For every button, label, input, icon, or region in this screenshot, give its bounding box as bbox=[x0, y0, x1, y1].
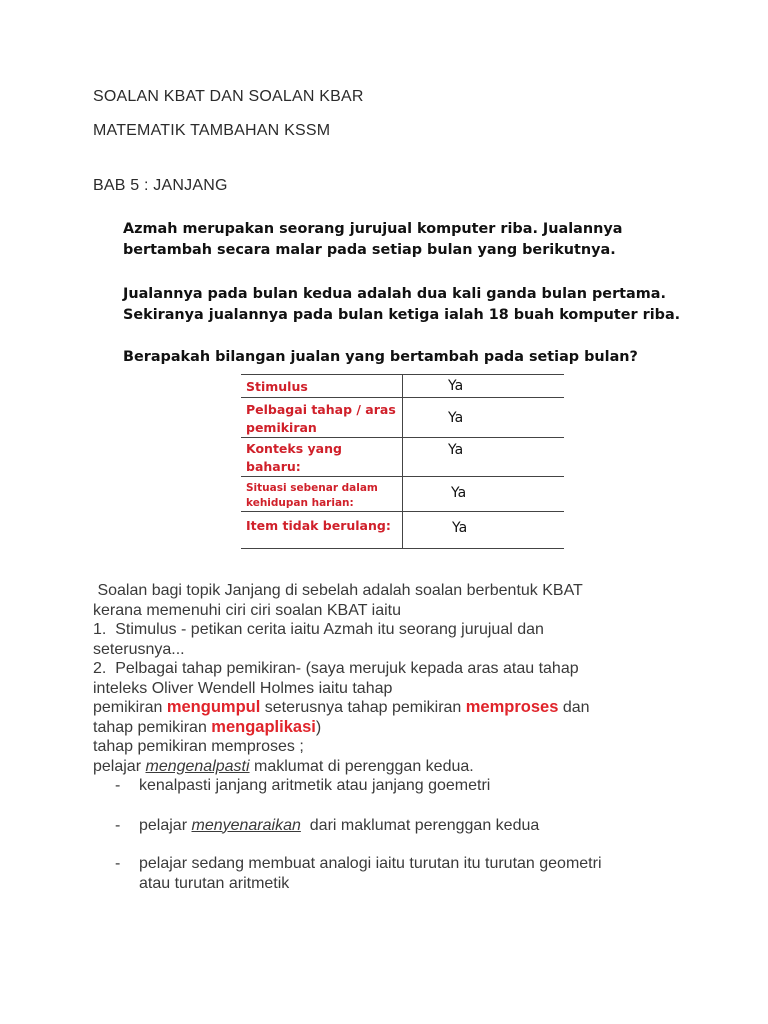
table-row bbox=[241, 438, 564, 477]
criteria-label: Item tidak berulang: bbox=[241, 512, 403, 549]
text-line: 1. Stimulus - petikan cerita iaitu Azmah itu seorang jurujual dan bbox=[93, 621, 544, 638]
table-row bbox=[241, 477, 564, 512]
bullet-dash: - bbox=[115, 855, 121, 872]
question-line: Sekiranya jualannya pada bulan ketiga ialah 18 buah komputer riba. bbox=[123, 307, 681, 323]
highlight-mengumpul: mengumpul bbox=[166, 698, 261, 716]
criteria-value: Ya bbox=[448, 442, 464, 458]
text-line: pelajar mengenalpasti maklumat di perenggan kedua. bbox=[93, 757, 474, 775]
list-item: - pelajar menyenaraikan dari maklumat perenggan kedua bbox=[93, 816, 693, 836]
bullet-dash: - bbox=[115, 816, 121, 834]
explanation-text bbox=[93, 581, 693, 893]
emphasis-mengenalpasti: mengenalpasti bbox=[145, 757, 250, 775]
highlight-memproses: memproses bbox=[465, 698, 559, 716]
text-line: tahap pemikiran memproses ; bbox=[93, 738, 304, 755]
highlight-mengaplikasi: mengaplikasi bbox=[211, 717, 316, 736]
text-line: 2. Pelbagai tahap pemikiran- (saya merujuk kepada aras atau tahap bbox=[93, 660, 579, 677]
text-line: kerana memenuhi ciri ciri soalan KBAT iaitu bbox=[93, 601, 401, 619]
criteria-value: Ya bbox=[451, 485, 467, 501]
criteria-value: Ya bbox=[448, 378, 464, 394]
list-item: - kenalpasti janjang aritmetik atau janjang goemetri bbox=[93, 776, 693, 796]
criteria-value: Ya bbox=[448, 410, 464, 426]
criteria-label: Situasi sebenar dalam kehidupan harian: bbox=[241, 477, 403, 512]
criteria-label: Stimulus bbox=[241, 375, 403, 398]
question-para-3: Berapakah bilangan jualan yang bertambah pada setiap bulan? bbox=[123, 349, 638, 365]
text-line: pemikiran mengumpul seterusnya tahap pemikiran memproses dan bbox=[93, 698, 590, 716]
chapter-title: BAB 5 : JANJANG bbox=[93, 177, 228, 194]
question-line: bertambah secara malar pada setiap bulan yang berikutnya. bbox=[123, 242, 616, 258]
criteria-label: Konteks yang baharu: bbox=[241, 438, 403, 477]
table-row bbox=[241, 398, 564, 438]
question-line: Azmah merupakan seorang jurujual komputer riba. Jualannya bbox=[123, 221, 623, 237]
doc-subject: MATEMATIK TAMBAHAN KSSM bbox=[93, 122, 331, 139]
text-line: Soalan bagi topik Janjang di sebelah adalah soalan berbentuk KBAT bbox=[93, 582, 583, 599]
question-line: Jualannya pada bulan kedua adalah dua kali ganda bulan pertama. bbox=[123, 286, 666, 302]
criteria-value: Ya bbox=[452, 520, 468, 536]
list-item: - pelajar sedang membuat analogi iaitu turutan itu turutan geometri atau turutan aritmetik bbox=[93, 854, 693, 893]
table-row bbox=[241, 512, 564, 549]
doc-title: SOALAN KBAT DAN SOALAN KBAR bbox=[93, 88, 364, 105]
text-line: inteleks Oliver Wendell Holmes iaitu tahap bbox=[93, 679, 393, 697]
text-line: seterusnya... bbox=[93, 640, 185, 658]
question-para-1 bbox=[123, 219, 723, 261]
criteria-label: Pelbagai tahap / aras pemikiran bbox=[241, 398, 403, 438]
table-row bbox=[241, 375, 564, 398]
text-line: tahap pemikiran mengaplikasi) bbox=[93, 717, 322, 736]
question-para-2 bbox=[123, 284, 723, 326]
bullet-dash: - bbox=[115, 777, 121, 794]
kbat-criteria-table bbox=[241, 374, 564, 549]
emphasis-menyenaraikan: menyenaraikan bbox=[191, 816, 301, 834]
